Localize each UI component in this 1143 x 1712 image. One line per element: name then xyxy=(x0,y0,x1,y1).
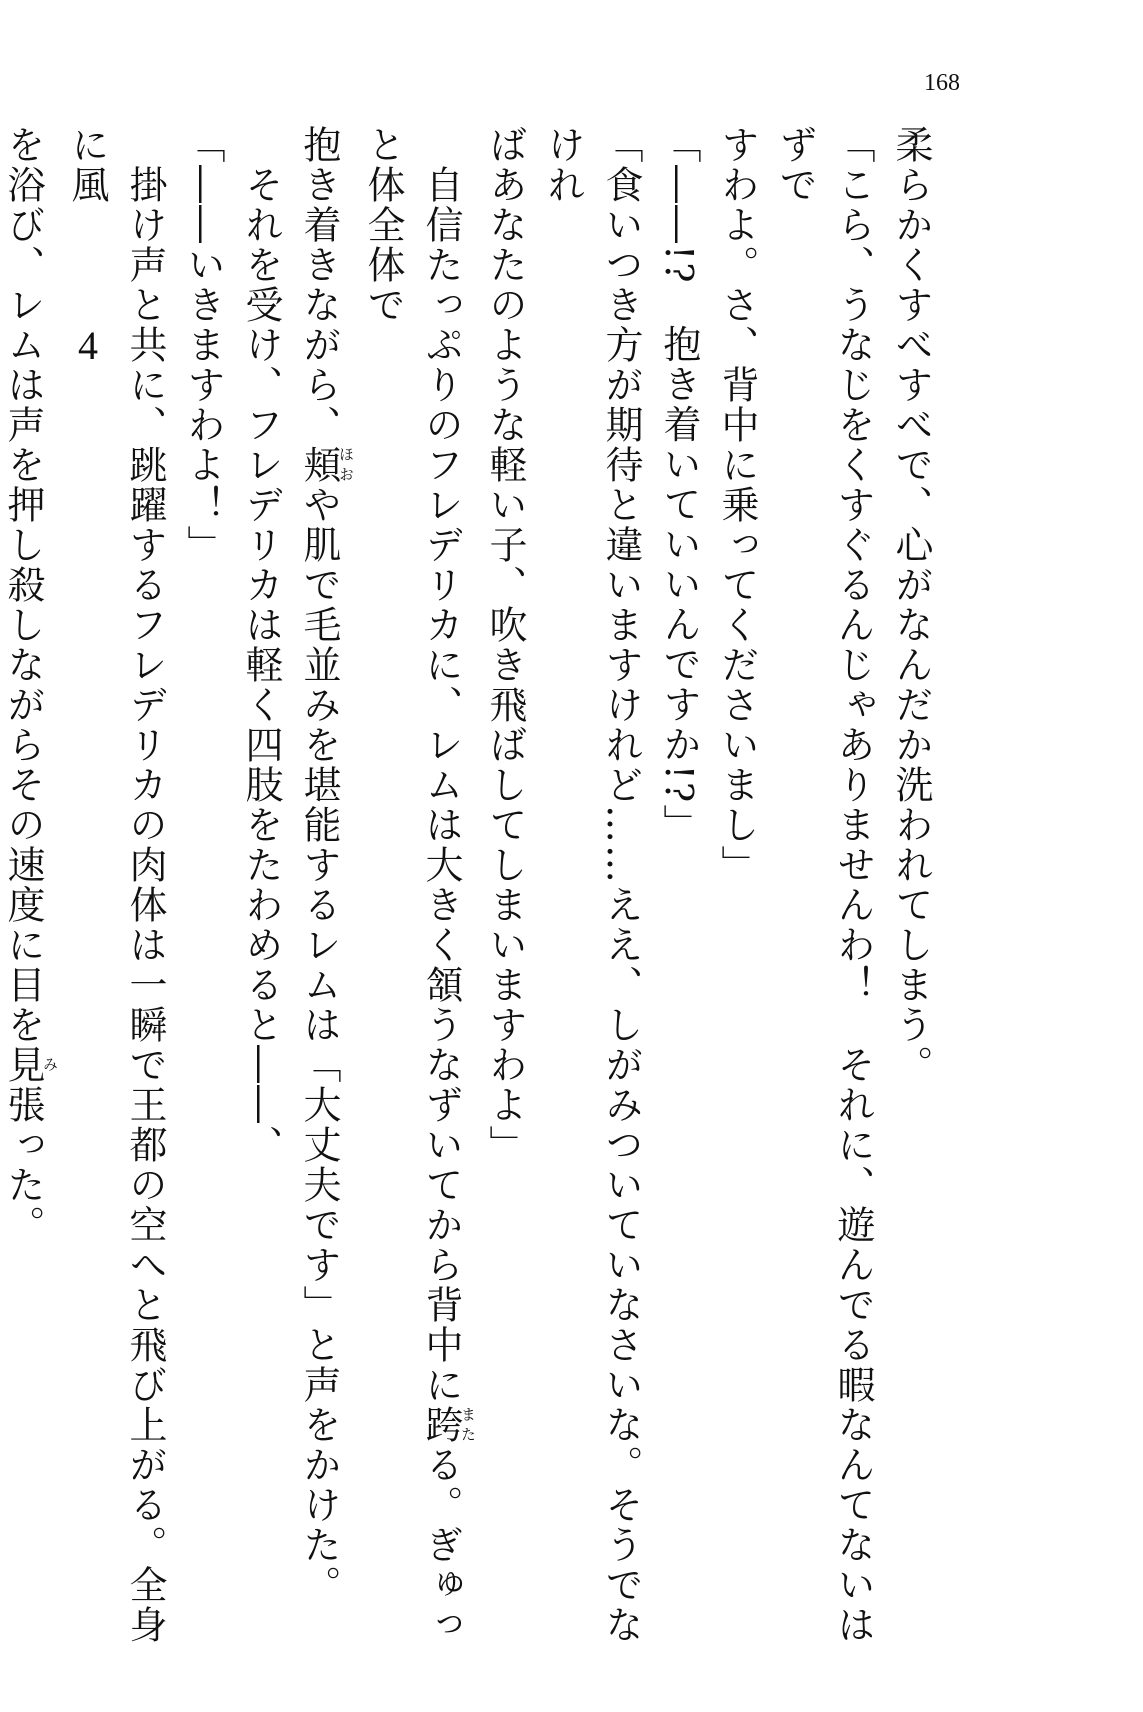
text-line: 「食いつき方が期待と違いますけれど……ええ、しがみついていなさいな。そうでなけれ xyxy=(541,125,643,1645)
text-line: 柔らかくすべすべで、心がなんだか洗われてしまう。 xyxy=(889,125,933,1085)
text-line: ばあなたのような軽い子、吹き飛ばしてしまいますわよ」 xyxy=(483,125,527,1165)
text-line: それを受け、フレデリカは軽く四肢をたわめると――、 xyxy=(239,125,283,1165)
text-line: 「こら、うなじをくすぐるんじゃありませんわ！ それに、遊んでる暇なんてないはずで xyxy=(773,125,875,1645)
text-line: 掛け声と共に、跳躍するフレデリカの肉体は一瞬で王都の空へと飛び上がる。全身に風 xyxy=(65,125,167,1645)
page-number: 168 xyxy=(924,70,960,96)
text-line: 抱き着きながら、頬ほおや肌で毛並みを堪能するレムは「大丈夫です」と声をかけた。 xyxy=(297,125,355,1605)
text-line: を浴び、レムは声を押し殺しながらその速度に目を見み張った。 xyxy=(1,125,59,1245)
text-line: すわよ。さ、背中に乗ってくださいまし」 xyxy=(715,125,759,885)
text-line: 「――いきますわよ！」 xyxy=(181,125,225,565)
body-text xyxy=(1,125,940,1680)
ruby-annotation: 頬ほお xyxy=(297,445,355,485)
ruby-annotation: 跨また xyxy=(419,1405,477,1445)
chapter-number: 4 xyxy=(78,323,98,368)
text-line: 自信たっぷりのフレデリカに、レムは大きく頷うなずいてから背中に跨またる。ぎゅっと体全体で xyxy=(361,125,477,1645)
text-line: 「――!? 抱き着いていいんですか!?」 xyxy=(657,125,701,845)
ruby-annotation: 見み xyxy=(1,1045,59,1085)
